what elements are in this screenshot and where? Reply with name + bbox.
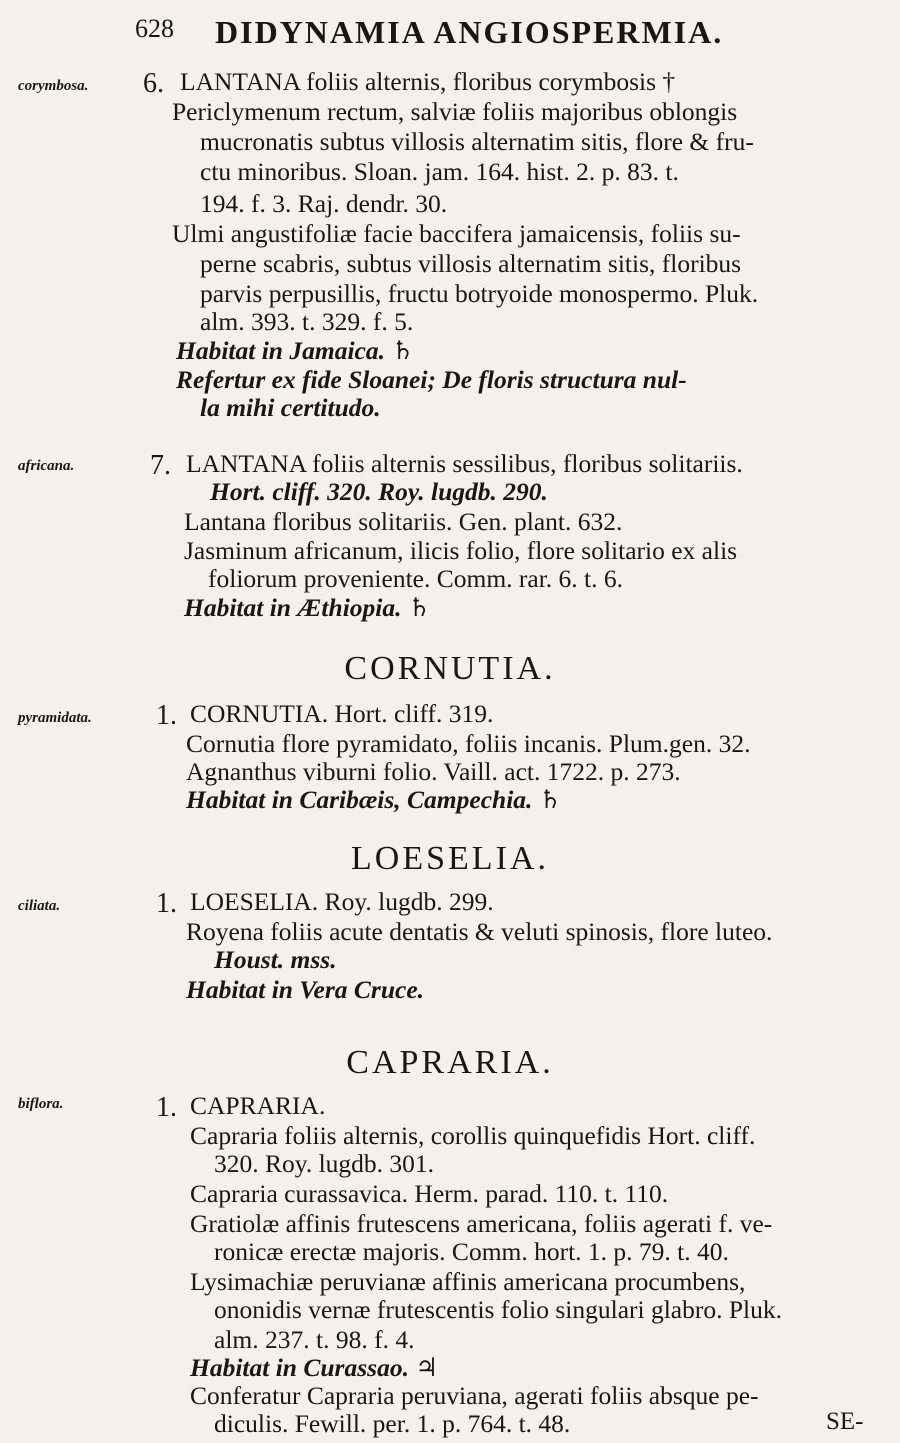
habitat-line: Habitat in Æthiopia. ♄ [184,593,431,622]
entry-number: 1. [156,700,177,731]
habitat-line: Habitat in Jamaica. ♄ [176,336,415,365]
entry-line: Agnanthus viburni folio. Vaill. act. 1722. p. 273. [186,757,681,786]
entry-line: Periclymenum rectum, salviæ foliis majoribus oblongis [172,97,738,126]
entry-line: diculis. Fewill. per. 1. p. 764. t. 48. [214,1409,571,1438]
entry-line: ronicæ erectæ majoris. Comm. hort. 1. p. 79. t. 40. [214,1237,729,1266]
entry-line: ononidis vernæ frutescentis folio singulari glabro. Pluk. [214,1295,783,1324]
entry-line: LANTANA foliis alternis sessilibus, floribus solitariis. [186,449,743,478]
note-line: la mihi certitudo. [200,393,381,422]
running-title: DIDYNAMIA ANGIOSPERMIA. [215,14,724,50]
page-number: 628 [135,14,174,43]
entry-line: Hort. cliff. 320. Roy. lugdb. 290. [210,477,548,506]
entry-line: LANTANA foliis alternis, floribus corymbosis † [180,67,676,96]
entry-line: mucronatis subtus villosis alternatim sitis, flore & fru- [200,127,754,156]
entry-number: 1. [156,1092,177,1123]
habitat-line: Habitat in Curassao. ♃ [190,1353,439,1382]
margin-species-name: biflora. [18,1096,64,1112]
entry-line: Houst. mss. [214,945,337,974]
margin-species-name: pyramidata. [18,710,92,726]
entry-line: CAPRARIA. [190,1091,326,1120]
entry-line: LOESELIA. Roy. lugdb. 299. [190,887,494,916]
entry-line: Capraria foliis alternis, corollis quinquefidis Hort. cliff. [190,1121,756,1150]
entry-line: Capraria curassavica. Herm. parad. 110. t. 110. [190,1179,669,1208]
entry-line: Jasminum africanum, ilicis folio, flore solitario ex alis [184,536,738,565]
habitat-line: Habitat in Vera Cruce. [186,975,425,1004]
entry-line: Ulmi angustifoliæ facie baccifera jamaicensis, foliis su- [172,219,741,248]
catchword: SE- [826,1408,864,1435]
entry-line: Royena foliis acute dentatis & veluti spinosis, flore luteo. [186,917,773,946]
entry-line: alm. 393. t. 329. f. 5. [200,307,414,336]
margin-species-name: corymbosa. [18,78,89,94]
entry-line: alm. 237. t. 98. f. 4. [214,1325,415,1354]
entry-line: Cornutia flore pyramidato, foliis incanis. Plum.gen. 32. [186,729,751,758]
entry-line: CORNUTIA. Hort. cliff. 319. [190,699,494,728]
genus-heading: CORNUTIA. [344,650,556,687]
margin-species-name: africana. [18,458,75,474]
habitat-line: Habitat in Caribæis, Campechia. ♄ [186,785,562,814]
entry-line: 194. f. 3. Raj. dendr. 30. [200,189,448,218]
entry-number: 6. [143,68,164,99]
note-line: Refertur ex fide Sloanei; De floris structura nul- [176,365,687,394]
entry-line: Lysimachiæ peruvianæ affinis americana procumbens, [190,1267,746,1296]
genus-heading: CAPRARIA. [346,1044,554,1081]
genus-heading: LOESELIA. [351,840,549,877]
entry-line: parvis perpusillis, fructu botryoide monospermo. Pluk. [200,279,759,308]
margin-species-name: ciliata. [18,898,61,914]
entry-line: ctu minoribus. Sloan. jam. 164. hist. 2. p. 83. t. [200,157,679,186]
entry-line: 320. Roy. lugdb. 301. [214,1149,435,1178]
entry-line: Lantana floribus solitariis. Gen. plant. 632. [184,507,623,536]
entry-number: 7. [150,450,171,481]
entry-line: foliorum proveniente. Comm. rar. 6. t. 6. [208,564,624,593]
entry-line: Gratiolæ affinis frutescens americana, foliis agerati f. ve- [190,1209,773,1238]
entry-line: Conferatur Capraria peruviana, agerati foliis absque pe- [190,1381,759,1410]
entry-number: 1. [156,888,177,919]
entry-line: perne scabris, subtus villosis alternatim sitis, floribus [200,249,742,278]
